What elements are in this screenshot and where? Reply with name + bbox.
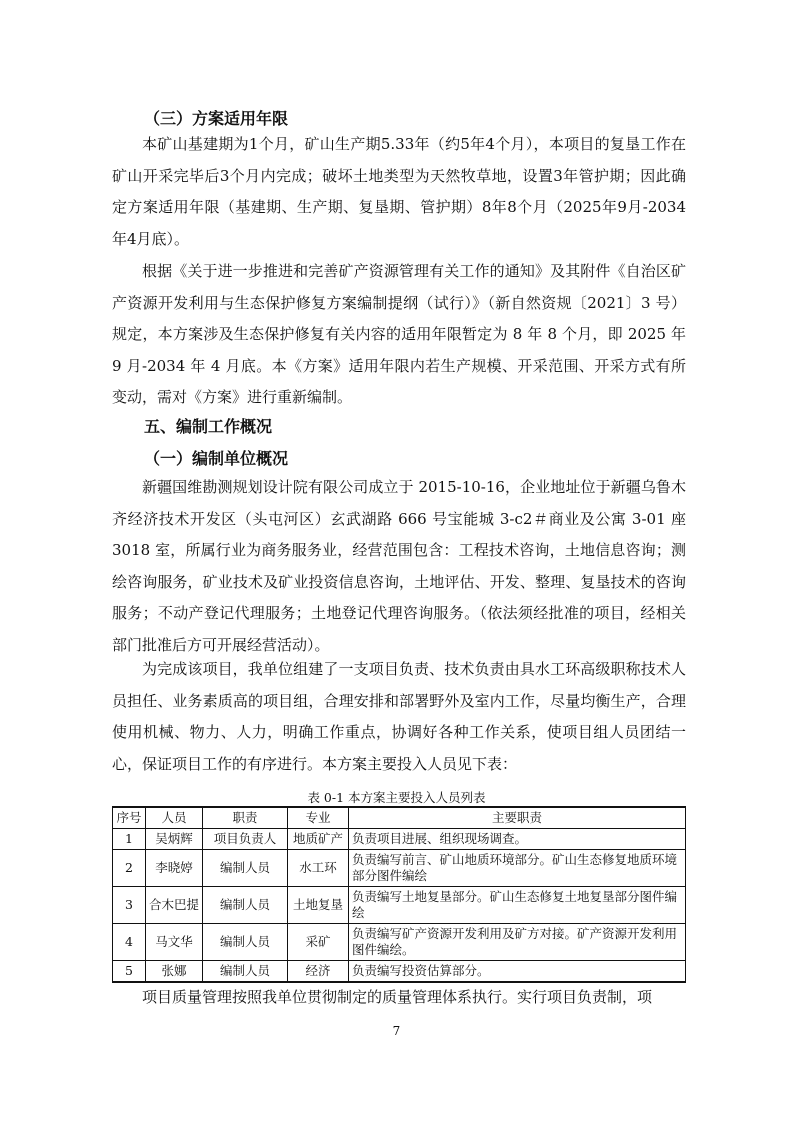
paragraph-quality: 项目质量管理按照我单位贯彻制定的质量管理体系执行。实行项目负责制，项 (142, 988, 653, 1006)
paragraph-duration: 本矿山基建期为1个月，矿山生产期5.33年（约5年4个月），本项目的复垦工作在矿山开采完毕后3个月内完成；破坏土地类型为天然牧草地，设置3年管护期；因此确定方案适用年限（基建期、生产期、复垦期、管护期）8年8个月（2025年9月-2034年4月底）。 (112, 135, 686, 248)
cell-index: 1 (113, 829, 146, 850)
table-row (113, 961, 686, 983)
cell-major: 地质矿产 (288, 829, 349, 850)
paragraph-company: 新疆国维勘测规划设计院有限公司成立于 2015-10-16，企业地址位于新疆乌鲁木齐经济技术开发区（头屯河区）玄武湖路 666 号宝能城 3-c2＃商业及公寓 3-01 座 3018 室，所属行业为商务服务业，经营范围包含：工程技术咨询，土地信息咨询；测绘咨询服务，矿业技术及矿业投资信息咨询，土地评估、开发、整理、复垦技术的咨询服务；不动产登记代理服务；土地登记代理咨询服务。（依法须经批准的项目，经相关部门批准后方可开展经营活动）。 (112, 478, 686, 654)
cell-index: 3 (113, 887, 146, 924)
paragraph-regulation: 根据《关于进一步推进和完善矿产资源管理有关工作的通知》及其附件《自治区矿产资源开发利用与生态保护修复方案编制提纲（试行）》（新自然资规〔2021〕3 号）规定，本方案涉及生态保护修复有关内容的适用年限暂定为 8 年 8 个月，即 2025 年 9 月-2034 年 4 月底。本《方案》适用年限内若生产规模、开采范围、开采方式有所变动，需对《方案》进行重新编制。 (112, 262, 686, 406)
section-heading-overview: 五、编制工作概况 (144, 417, 273, 436)
cell-index: 4 (113, 924, 146, 961)
cell-major: 经济 (288, 961, 349, 983)
table-row (113, 850, 686, 887)
paragraph-team: 为完成该项目，我单位组建了一支项目负责、技术负责由具水工环高级职称技术人员担任、业务素质高的项目组，合理安排和部署野外及室内工作，尽量均衡生产，合理使用机械、物力、人力，明确工作重点，协调好各种工作关系，使项目组人员团结一心，保证项目工作的有序进行。本方案主要投入人员见下表： (112, 660, 686, 773)
cell-duty: 负责编写前言、矿山地质环境部分。矿山生态修复地质环境部分图件编绘 (349, 850, 686, 887)
cell-duty: 负责编写矿产资源开发利用及矿方对接。矿产资源开发利用图件编绘。 (349, 924, 686, 961)
cell-major: 水工环 (288, 850, 349, 887)
personnel-table (112, 806, 686, 983)
table-header-row (113, 807, 686, 829)
table-row (113, 924, 686, 961)
cell-duty: 负责编写土地复垦部分。矿山生态修复土地复垦部分图件编绘 (349, 887, 686, 924)
header-person: 人员 (146, 807, 203, 829)
table-row (113, 829, 686, 850)
page-number: 7 (392, 1024, 401, 1038)
cell-role: 编制人员 (203, 850, 288, 887)
cell-role: 项目负责人 (203, 829, 288, 850)
cell-role: 编制人员 (203, 961, 288, 983)
header-major: 专业 (288, 807, 349, 829)
table-caption: 表 0-1 本方案主要投入人员列表 (307, 790, 486, 805)
subsection-heading-unit: （一）编制单位概况 (144, 449, 289, 468)
cell-person: 吴炳辉 (146, 829, 203, 850)
section-heading-duration: （三）方案适用年限 (144, 109, 289, 128)
cell-person: 合木巴提 (146, 887, 203, 924)
cell-person: 张娜 (146, 961, 203, 983)
cell-index: 5 (113, 961, 146, 983)
cell-index: 2 (113, 850, 146, 887)
cell-major: 土地复垦 (288, 887, 349, 924)
cell-role: 编制人员 (203, 924, 288, 961)
cell-person: 李晓婷 (146, 850, 203, 887)
cell-duty: 负责编写投资估算部分。 (349, 961, 686, 983)
cell-person: 马文华 (146, 924, 203, 961)
cell-major: 采矿 (288, 924, 349, 961)
cell-duty: 负责项目进展、组织现场调查。 (349, 829, 686, 850)
table-row (113, 887, 686, 924)
header-index: 序号 (113, 807, 146, 829)
header-role: 职责 (203, 807, 288, 829)
header-duty: 主要职责 (349, 807, 686, 829)
cell-role: 编制人员 (203, 887, 288, 924)
